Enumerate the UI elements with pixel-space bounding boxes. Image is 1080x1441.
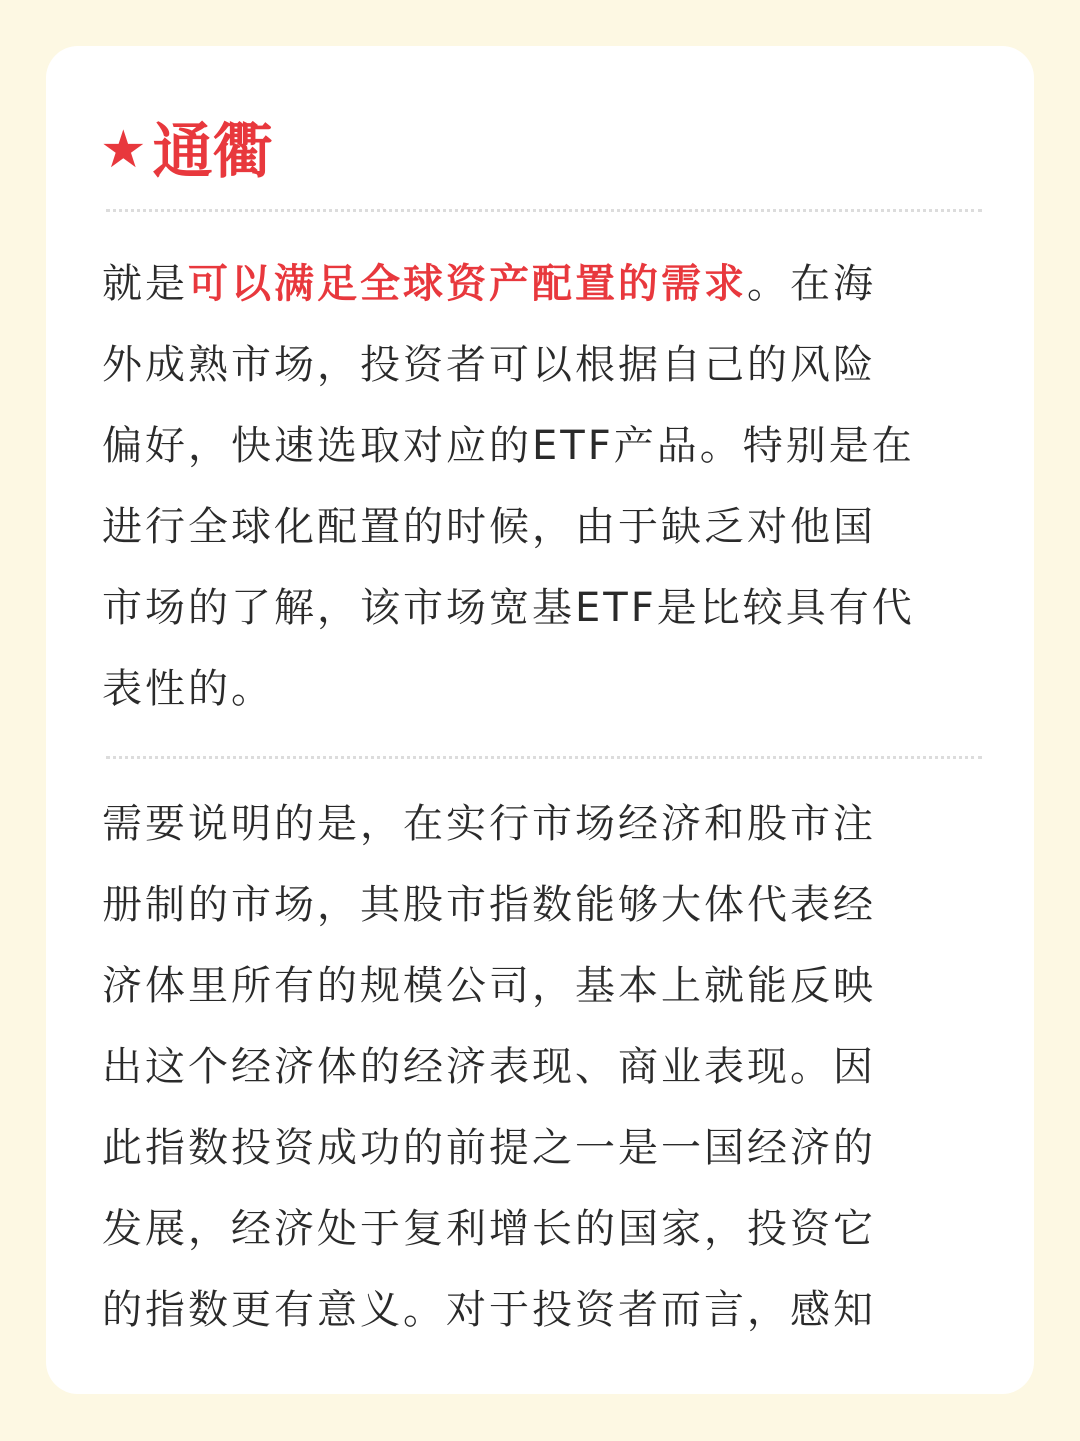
paragraph-line: 表性的。 [102, 666, 274, 712]
paragraph-line: 册制的市场，其股市指数能够大体代表经 [102, 882, 876, 928]
paragraph-line: 的指数更有意义。对于投资者而言，感知 [102, 1287, 876, 1333]
line-text: 。在海 [747, 261, 876, 307]
paragraph-line: 进行全球化配置的时候，由于缺乏对他国 [102, 504, 876, 550]
paragraph-line: 此指数投资成功的前提之一是一国经济的 [102, 1125, 876, 1171]
highlight-text: 可以满足全球资产配置的需求 [188, 261, 747, 307]
paragraph-explanation [102, 784, 992, 1351]
paragraph-intro [102, 244, 992, 730]
line-text: 就是 [102, 261, 188, 307]
divider-top [106, 209, 982, 212]
paragraph-line: 偏好，快速选取对应的ETF产品。特别是在 [102, 423, 915, 469]
paragraph-line: 外成熟市场，投资者可以根据自己的风险 [102, 342, 876, 388]
divider-middle [106, 756, 982, 759]
paragraph-line: 需要说明的是，在实行市场经济和股市注 [102, 801, 876, 847]
section-heading [100, 112, 273, 192]
star-icon: ★ [100, 120, 147, 180]
paragraph-line [102, 244, 992, 325]
paragraph-line: 出这个经济体的经济表现、商业表现。因 [102, 1044, 876, 1090]
paragraph-line: 市场的了解，该市场宽基ETF是比较具有代 [102, 585, 915, 631]
paragraph-line: 济体里所有的规模公司，基本上就能反映 [102, 963, 876, 1009]
heading-title: 通衢 [152, 117, 273, 187]
paragraph-line: 发展，经济处于复利增长的国家，投资它 [102, 1206, 876, 1252]
